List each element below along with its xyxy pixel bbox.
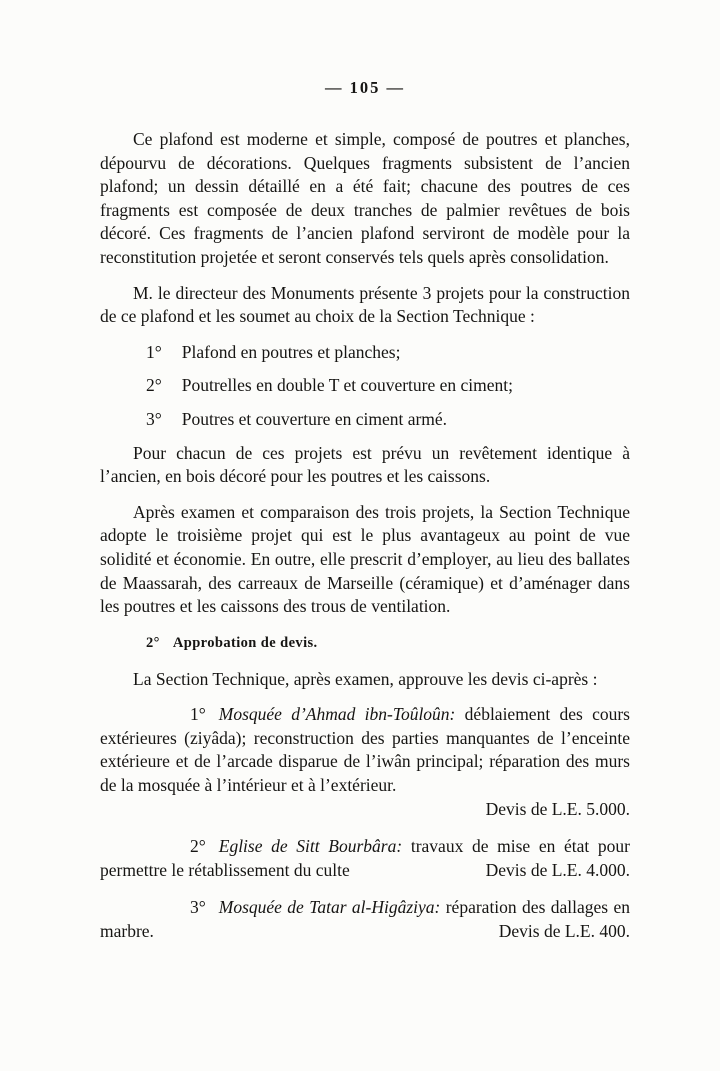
- project-options-list: [100, 341, 630, 432]
- devis-item-2: [100, 835, 630, 882]
- monument-name: Mosquée de Tatar al-Higâziya:: [218, 897, 441, 918]
- paragraph-ceiling-description: Ce plafond est moderne et simple, composé de poutres et planches, dépourvu de décorations. Quelques fragments subsistent de l’ancien plafond; un dessin détaillé en a été fait; chacune des poutres de ces fragments est composée de deux tranches de palmier revêtues de bois décoré. Ces fragments de l’ancien plafond serviront de modèle pour la reconstitution projetée et seront conservés tels quels après consolidation.: [100, 129, 630, 267]
- project-option-1: [146, 341, 630, 365]
- item-text: Poutrelles en double T et couverture en ciment;: [181, 375, 514, 396]
- item-number: 2°: [146, 375, 162, 396]
- paragraph-director-presents-projects: M. le directeur des Monuments présente 3 projets pour la construction de ce plafond et les soumet au choix de la Section Technique :: [100, 282, 630, 327]
- project-option-3: [146, 408, 630, 432]
- paragraph-decision: Après examen et comparaison des trois projets, la Section Technique adopte le troisième projet qui est le plus avantageux au point de vue solidité et économie. En outre, elle prescrit d’employer, au lieu des ballates de Maassarah, des carreaux de Marseille (céramique) et d’aménager dans les poutres et les caissons des trous de ventilation.: [100, 501, 630, 617]
- item-number: 2°: [190, 836, 206, 857]
- item-text: réparation des dallages en marbre.: [100, 897, 630, 942]
- item-text: Plafond en poutres et planches;: [181, 341, 401, 362]
- item-number: 3°: [146, 408, 162, 429]
- paragraph-revetement: Pour chacun de ces projets est prévu un revêtement identique à l’ancien, en bois décoré pour les poutres et les caissons.: [100, 442, 630, 487]
- item-text: travaux de mise en état pour permettre le rétablissement du culte: [100, 836, 630, 880]
- heading-text: Approbation de devis.: [172, 634, 318, 651]
- page-number: — 105 —: [325, 78, 405, 97]
- section-heading-approbation-devis: [146, 635, 630, 652]
- item-number: 3°: [190, 897, 206, 918]
- item-number: 1°: [190, 704, 206, 725]
- devis-item-1: [100, 703, 630, 821]
- paragraph-devis-intro: La Section Technique, après examen, approuve les devis ci-après :: [133, 668, 598, 689]
- devis-amount: Devis de L.E. 4.000.: [485, 859, 630, 880]
- monument-name: Mosquée d’Ahmad ibn-Toûloûn:: [218, 704, 456, 725]
- devis-paragraph: [100, 703, 630, 797]
- item-text: déblaiement des cours extérieures (ziyâda); reconstruction des parties manquantes de l’enceinte extérieure et de l’arcade disparue de l’iwân principal; réparation des murs de la mosquée à l’intérieur et à l’extérieur.: [100, 704, 630, 796]
- item-text: Poutres et couverture en ciment armé.: [181, 408, 448, 429]
- devis-amount: Devis de L.E. 400.: [498, 921, 630, 942]
- monument-name: Eglise de Sitt Bourbâra:: [218, 836, 403, 857]
- heading-number: 2°: [146, 634, 160, 651]
- devis-amount: Devis de L.E. 5.000.: [485, 798, 630, 819]
- devis-item-3: [100, 896, 630, 943]
- project-option-2: [146, 374, 630, 398]
- item-number: 1°: [146, 341, 162, 362]
